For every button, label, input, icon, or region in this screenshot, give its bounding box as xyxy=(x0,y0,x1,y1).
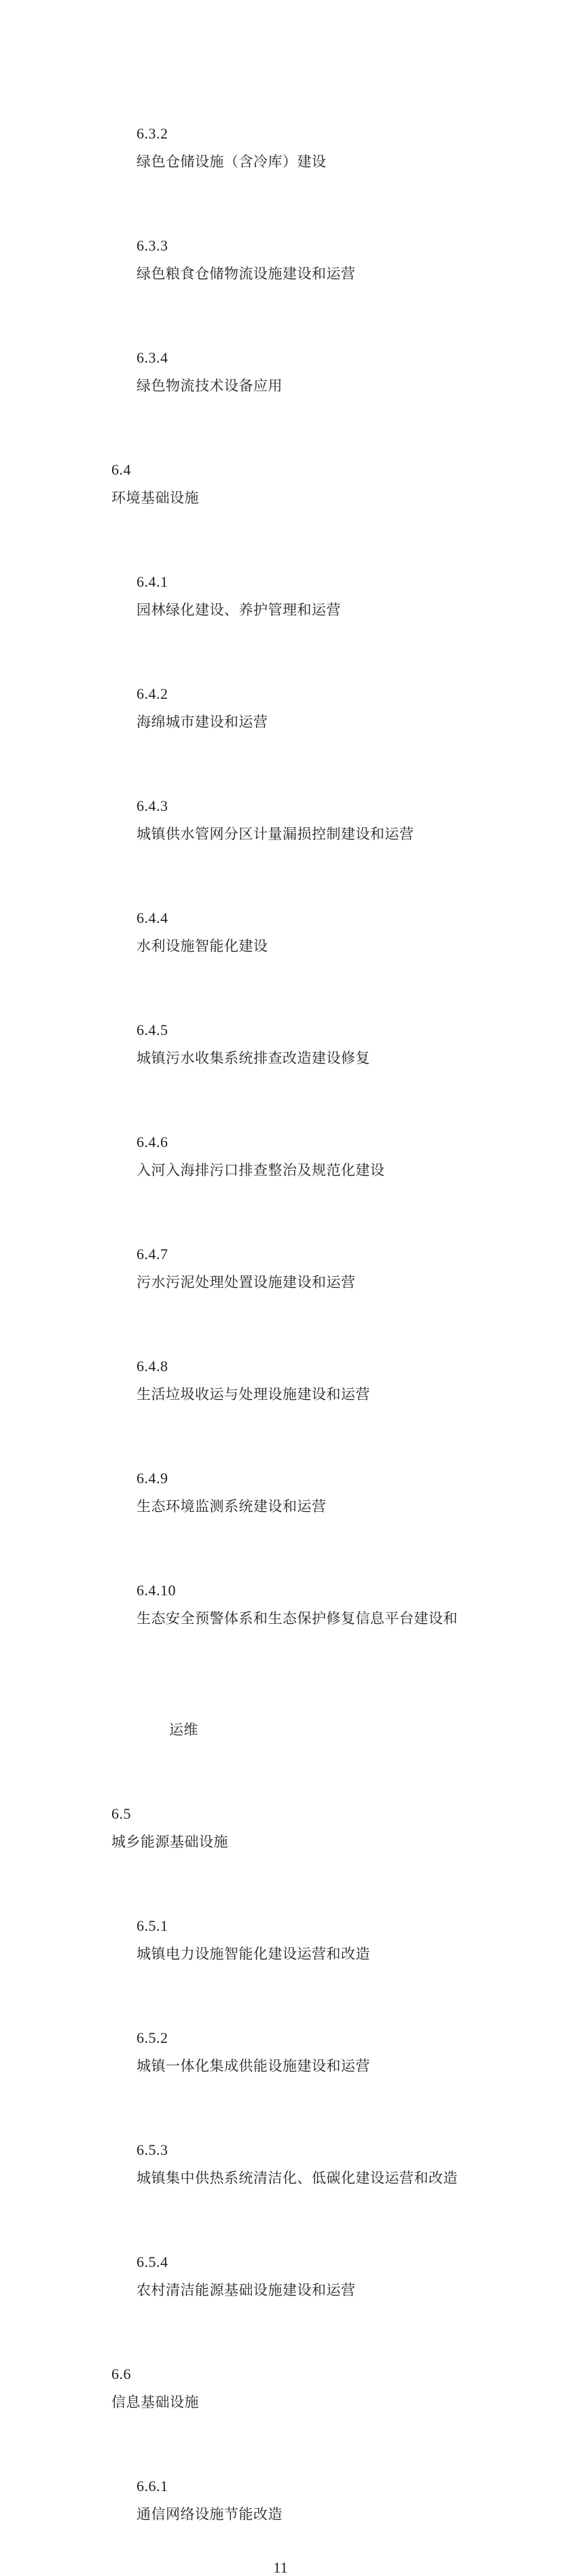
item-number: 6.4.1 xyxy=(137,573,168,590)
item-text: 农村清洁能源基础设施建设和运营 xyxy=(137,2282,356,2298)
catalog-line xyxy=(0,1996,561,2108)
catalog-line xyxy=(0,652,561,764)
item-text: 园林绿化建设、养护管理和运营 xyxy=(137,602,341,618)
item-text: 城镇一体化集成供能设施建设和运营 xyxy=(137,2058,370,2074)
item-number: 6.5.1 xyxy=(137,1917,168,1934)
item-text: 城乡能源基础设施 xyxy=(111,1834,228,1850)
catalog-line xyxy=(0,1772,561,1884)
catalog-line xyxy=(0,2332,561,2444)
item-text: 绿色仓储设施（含冷库）建设 xyxy=(137,153,327,170)
catalog-line xyxy=(0,540,561,652)
item-text: 城镇供水管网分区计量漏损控制建设和运营 xyxy=(137,826,414,842)
catalog-line xyxy=(0,876,561,988)
item-number: 6.3.2 xyxy=(137,125,168,142)
item-text: 污水污泥处理处置设施建设和运营 xyxy=(137,1274,356,1290)
item-text: 绿色物流技术设备应用 xyxy=(137,378,283,394)
item-text: 环境基础设施 xyxy=(111,490,199,506)
catalog-line xyxy=(0,428,561,540)
item-text: 城镇污水收集系统排查改造建设修复 xyxy=(137,1050,370,1066)
item-number: 6.4.3 xyxy=(137,797,168,814)
item-text: 海绵城市建设和运营 xyxy=(137,714,268,730)
catalog-line xyxy=(0,2444,561,2556)
catalog-line xyxy=(0,204,561,316)
item-text: 生活垃圾收运与处理设施建设和运营 xyxy=(137,1386,370,1402)
catalog-line xyxy=(0,1661,561,1772)
item-number: 6.4.5 xyxy=(137,1021,168,1038)
catalog-line xyxy=(0,316,561,428)
catalog-line xyxy=(0,2220,561,2332)
item-number: 6.6.1 xyxy=(137,2478,168,2495)
item-text: 城镇集中供热系统清洁化、低碳化建设运营和改造 xyxy=(137,2170,458,2186)
item-text: 信息基础设施 xyxy=(111,2394,199,2410)
catalog-line xyxy=(0,2108,561,2220)
catalog-line xyxy=(0,1548,561,1661)
catalog-line xyxy=(0,1212,561,1324)
item-text: 通信网络设施节能改造 xyxy=(137,2506,283,2522)
item-text: 水利设施智能化建设 xyxy=(137,938,268,954)
page-number: 11 xyxy=(273,2559,288,2576)
item-text: 生态环境监测系统建设和运营 xyxy=(137,1498,327,1514)
catalog-line xyxy=(0,1436,561,1548)
catalog-line xyxy=(0,1100,561,1212)
catalog-line xyxy=(0,92,561,204)
item-number: 6.3.3 xyxy=(137,237,168,254)
item-text: 入河入海排污口排查整治及规范化建设 xyxy=(137,1162,385,1178)
item-number: 6.5.4 xyxy=(137,2253,168,2270)
item-number: 6.4 xyxy=(111,461,131,478)
item-number: 6.4.10 xyxy=(137,1582,176,1599)
catalog-line xyxy=(0,1884,561,1996)
item-number: 6.4.9 xyxy=(137,1470,168,1487)
item-number: 6.5.2 xyxy=(137,2029,168,2046)
item-number: 6.6 xyxy=(111,2365,131,2382)
catalog-line xyxy=(0,1324,561,1436)
item-number: 6.5 xyxy=(111,1805,131,1822)
item-number: 6.4.2 xyxy=(137,685,168,702)
item-number: 6.3.4 xyxy=(137,349,168,366)
item-text: 运维 xyxy=(169,1722,198,1738)
item-number: 6.4.4 xyxy=(137,909,168,926)
item-number: 6.4.7 xyxy=(137,1246,168,1263)
item-number: 6.4.6 xyxy=(137,1133,168,1150)
catalog-line xyxy=(0,988,561,1100)
catalog-line xyxy=(0,764,561,876)
item-number: 6.5.3 xyxy=(137,2141,168,2158)
item-text: 城镇电力设施智能化建设运营和改造 xyxy=(137,1946,370,1962)
item-number: 6.4.8 xyxy=(137,1358,168,1375)
item-text: 生态安全预警体系和生态保护修复信息平台建设和 xyxy=(137,1610,458,1627)
item-text: 绿色粮食仓储物流设施建设和运营 xyxy=(137,266,356,282)
